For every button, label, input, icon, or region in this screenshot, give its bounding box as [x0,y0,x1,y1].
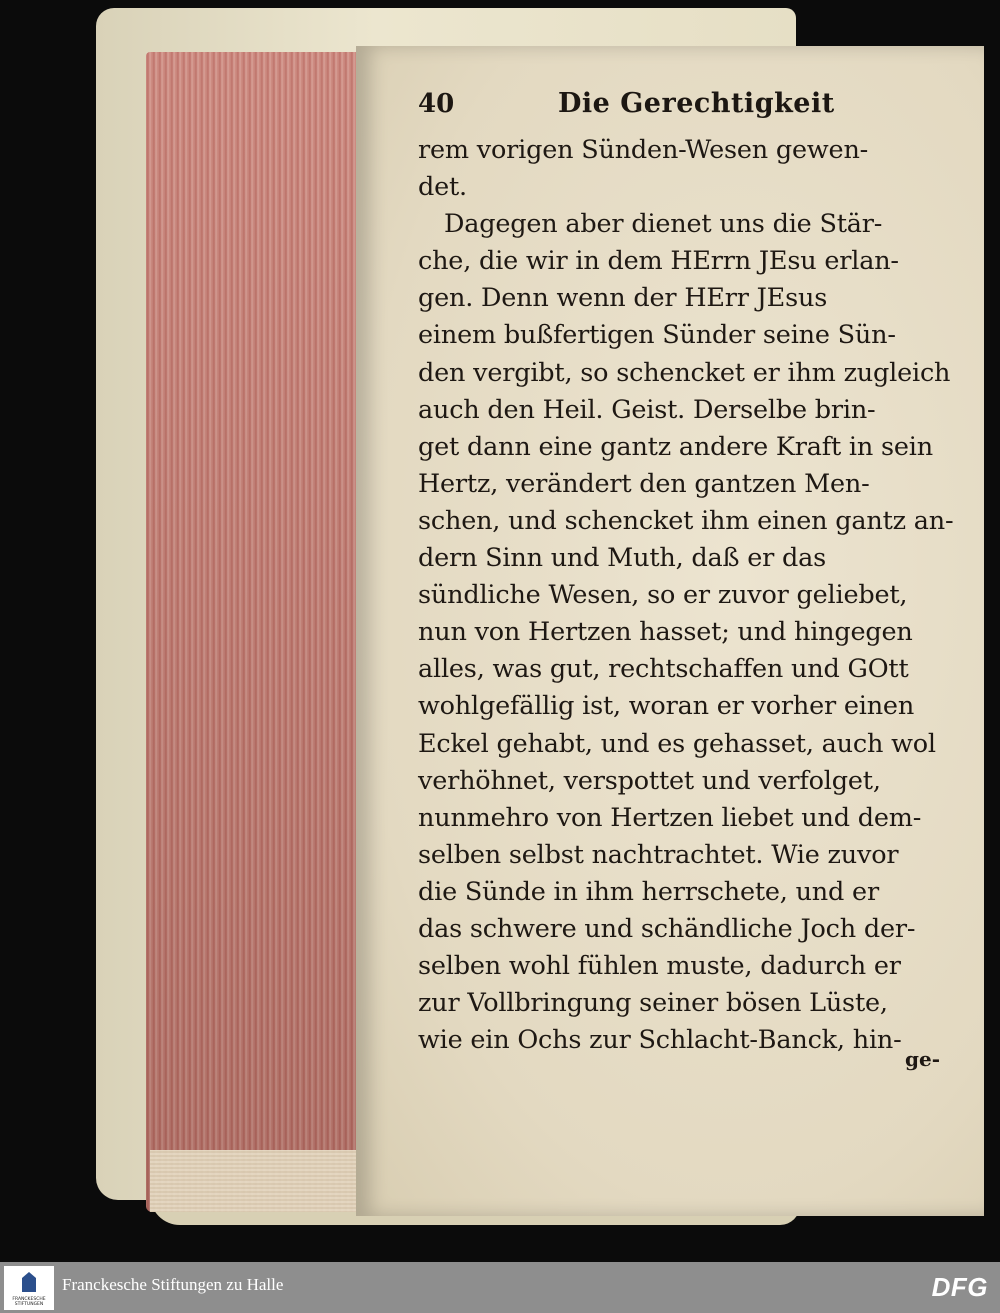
running-title: Die Gerechtigkeit [558,88,835,119]
text-line: che, die wir in dem HErrn JEsu erlan- [418,246,899,277]
text-line: den vergibt, so schencket er ihm zugleich [418,357,951,388]
text-line: wohlgefällig ist, woran er vorher einen [418,691,915,722]
text-line: zur Vollbringung seiner bösen Lüste, [418,988,888,1019]
text-line: Dagegen aber dienet uns die Stär- [444,209,883,240]
page-edges-bottom [150,1150,360,1212]
text-line: alles, was gut, rechtschaffen und GOtt [418,654,909,685]
footer-bar [0,1262,1000,1313]
text-line: gen. Denn wenn der HErr JEsus [418,283,828,314]
text-line: get dann eine gantz andere Kraft in sein [418,431,933,462]
page-number: 40 [418,89,455,119]
text-line: verhöhnet, verspottet und verfolget, [418,765,881,796]
text-line: selben wohl fühlen muste, dadurch er [418,951,901,982]
text-line: sündliche Wesen, so er zuvor geliebet, [418,580,908,611]
book-page [356,46,984,1216]
text-line: nunmehro von Hertzen liebet und dem- [418,802,922,833]
institution-logo[interactable] [4,1266,54,1310]
text-line: die Sünde in ihm herrschete, und er [418,876,879,907]
page-text-block [418,88,954,1059]
running-head [418,88,938,128]
text-line: nun von Hertzen hasset; und hingegen [418,617,913,648]
text-line: dern Sinn und Muth, daß er das [418,543,827,574]
text-line: einem bußfertigen Sünder seine Sün- [418,320,896,351]
text-line: auch den Heil. Geist. Derselbe brin- [418,394,876,425]
dfg-logo[interactable]: DFG [931,1272,988,1302]
logo-text: FRANCKESCHE STIFTUNGEN [12,1297,46,1307]
text-line: selben selbst nachtrachtet. Wie zuvor [418,839,899,870]
text-line: rem vorigen Sünden-Wesen gewen- [418,135,869,165]
institution-name[interactable]: Franckesche Stiftungen zu Halle [62,1275,284,1294]
text-line: Hertz, verändert den gantzen Men- [418,468,870,499]
red-page-edges [146,52,360,1212]
catchword: ge- [904,1047,940,1071]
text-line: das schwere und schändliche Joch der- [418,913,916,944]
text-line: schen, und schencket ihm einen gantz an- [418,505,954,536]
text-line: Eckel gehabt, und es gehasset, auch wol [418,728,936,759]
text-line: det. [418,172,467,203]
body-text [418,132,954,1059]
logo-building-icon [22,1272,36,1292]
text-line: wie ein Ochs zur Schlacht-Banck, hin- [418,1025,902,1056]
